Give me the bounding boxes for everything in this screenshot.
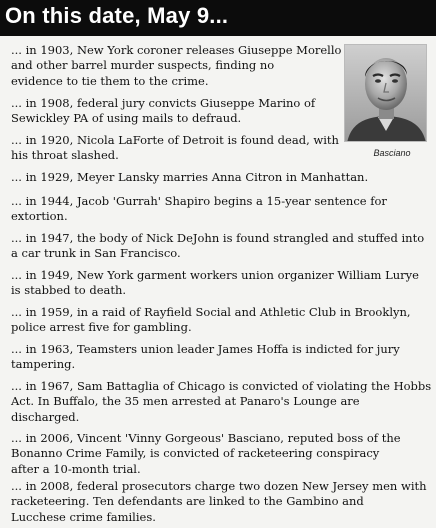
list-item: ... in 1963, Teamsters union leader James Hoffa is indicted for jury tampering. — [11, 342, 400, 372]
list-item: ... in 1929, Meyer Lansky marries Anna Citron in Manhattan. — [11, 170, 369, 184]
list-item: ... in 1903, New York coroner releases Giuseppe Morello and other barrel murder suspects, finding no evidence to tie them to the crime. — [11, 43, 342, 88]
page-title: On this date, May 9... — [5, 3, 229, 28]
list-item: ... in 1949, New York garment workers union organizer William Lurye is stabbed to death. — [11, 268, 419, 298]
list-item: ... in 1947, the body of Nick DeJohn is found strangled and stuffed into a car trunk in San Francisco. — [11, 231, 425, 261]
list-item: ... in 1959, in a raid of Rayfield Social and Athletic Club in Brooklyn, police arrest five for gambling. — [11, 305, 411, 335]
list-item: ... in 1944, Jacob 'Gurrah' Shapiro begins a 15-year sentence for extortion. — [11, 194, 387, 224]
list-item: ... in 2008, federal prosecutors charge two dozen New Jersey men with racketeering. Ten defendants are linked to the Gambino and Lucchese crime families. — [11, 479, 427, 524]
photo-caption: Basciano — [373, 148, 411, 158]
list-item: ... in 1908, federal jury convicts Giuseppe Marino of Sewickley PA of using mails to defraud. — [11, 96, 316, 126]
list-item: ... in 2006, Vincent 'Vinny Gorgeous' Basciano, reputed boss of the Bonanno Crime Family, is convicted of racketeering conspiracy after a 10-month trial. — [11, 431, 401, 476]
list-item: ... in 1920, Nicola LaForte of Detroit is found dead, with his throat slashed. — [11, 133, 339, 163]
list-item: ... in 1967, Sam Battaglia of Chicago is convicted of violating the Hobbs Act. In Buffalo, the 35 men arrested at Panaro's Lounge are discharged. — [11, 379, 432, 424]
